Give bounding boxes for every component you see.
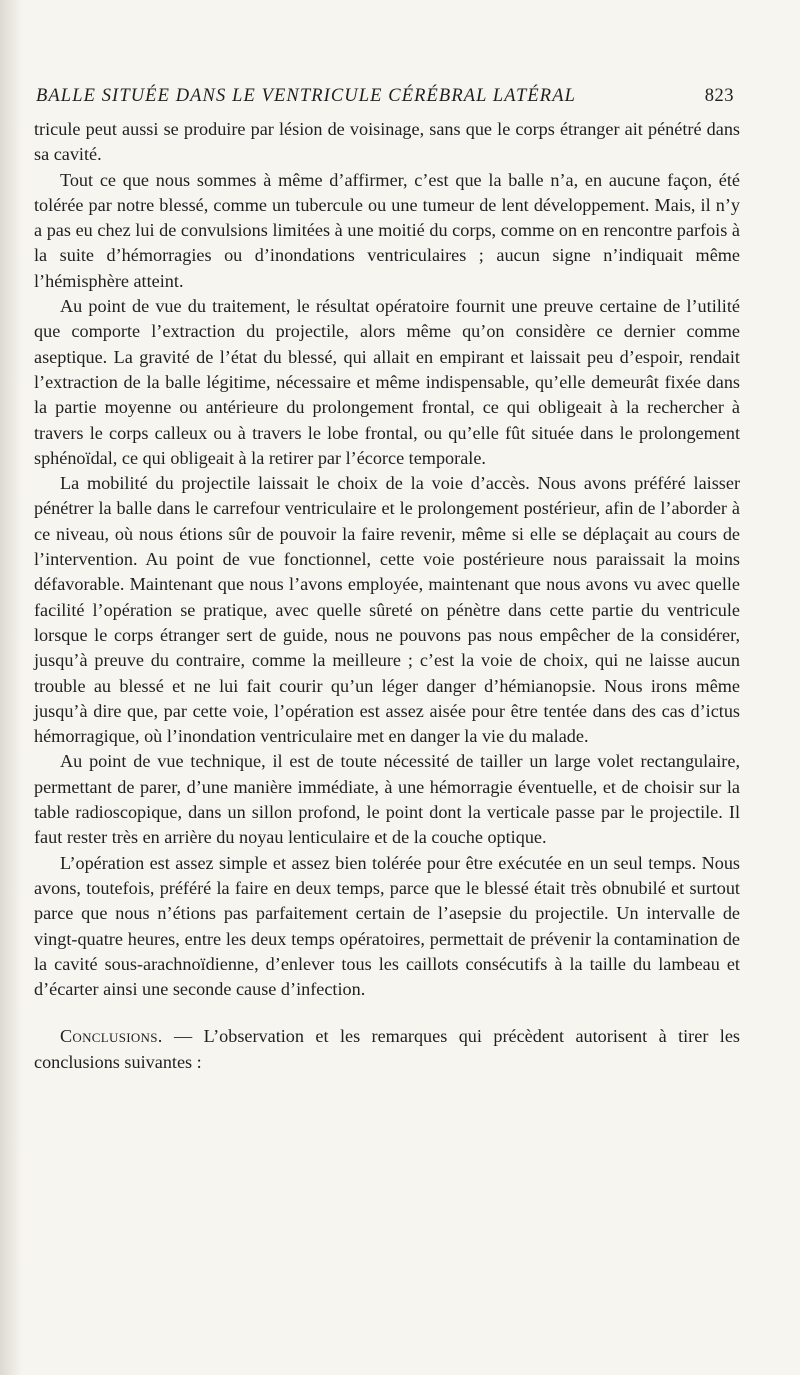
- paragraph-access-route: La mobilité du projectile laissait le choix de la voie d’accès. Nous avons préféré laisser pénétrer la balle dans le carrefour ventriculaire et le prolongement postérieur, afin de l’aborder à ce niveau, où nous étions sûr de pouvoir la faire revenir, même si elle se déplaçait au cours de l’intervention. Au point de vue fonctionnel, cette voie postérieure nous paraissait la moins défavorable. Maintenant que nous l’avons employée, maintenant que nous avons vu avec quelle facilité l’opération se pratique, avec quelle sûreté on pénètre dans cette partie du ventricule lorsque le corps étranger sert de guide, nous ne pouvons pas nous empêcher de la considérer, jusqu’à preuve du contraire, comme la meilleure ; c’est la voie de choix, qui ne laisse aucun trouble au blessé et ne lui fait courir qu’un léger danger d’hémianopsie. Nous irons même jusqu’à dire que, par cette voie, l’opération est assez aisée pour être tentée dans des cas d’ictus hémorragique, où l’inondation ventriculaire met en danger la vie du malade.: [34, 473, 740, 747]
- paragraph-operation-timing: L’opération est assez simple et assez bien tolérée pour être exécutée en un seul temps. Nous avons, toutefois, préféré la faire en deux temps, parce que le blessé était très obnubilé et surtout parce que nous n’étions pas parfaitement certain de l’asepsie du projectile. Un intervalle de vingt-quatre heures, entre les deux temps opératoires, permettait de prévenir la contamination de la cavité sous-arachnoïdienne, d’enlever tous les caillots consécutifs à la taille du lambeau et d’écarter ainsi une seconde cause d’infection.: [34, 852, 740, 1000]
- paragraph-tolerance: Tout ce que nous sommes à même d’affirmer, c’est que la balle n’a, en aucune façon, été tolérée par notre blessé, comme un tubercule ou une tumeur de lent développement. Mais, il n’y a pas eu chez lui de convulsions limitées à une moitié du corps, comme on en rencontre parfois à la suite d’hémorragies ou d’inondations ventriculaires ; aucun signe n’indiquait même l’hémisphère atteint.: [34, 169, 740, 291]
- page-number: 823: [704, 86, 734, 106]
- conclusions-label: Conclusions.: [60, 1026, 163, 1047]
- paragraph-treatment: Au point de vue du traitement, le résultat opératoire fournit une preuve certaine de l’utilité que comporte l’extraction du projectile, alors même qu’on considère ce dernier comme aseptique. La gravité de l’état du blessé, qui allait en empirant et laissait peu d’espoir, rendait l’extraction de la balle légitime, nécessaire et même indispensable, qu’elle demeurât fixée dans la partie moyenne ou antérieure du prolongement frontal, ce qui obligeait à la rechercher à travers le corps calleux ou à travers le lobe frontal, ou qu’elle fût située dans le prolongement sphénoïdal, ce qui obligeait à la retirer par l’écorce temporale.: [34, 296, 740, 468]
- conclusions-text: — L’observation et les remarques qui précèdent autorisent à tirer les conclusions suivantes :: [34, 1026, 740, 1072]
- paragraph-technique: Au point de vue technique, il est de toute nécessité de tailler un large volet rectangulaire, permettant de parer, d’une manière immédiate, à une hémorragie éventuelle, et de choisir sur la table radioscopique, dans un sillon profond, le point dont la verticale passe par le projectile. Il faut rester très en arrière du noyau lenticulaire et de la couche optique.: [34, 751, 740, 848]
- paragraph-continuation: tricule peut aussi se produire par lésion de voisinage, sans que le corps étranger ait pénétré dans sa cavité.: [34, 119, 740, 165]
- book-page: [34, 86, 740, 1093]
- running-head: [34, 86, 740, 107]
- conclusions-paragraph: [34, 1024, 740, 1075]
- page-gutter-shadow: [0, 0, 22, 1375]
- running-title: BALLE SITUÉE DANS LE VENTRICULE CÉRÉBRAL LATÉRAL: [36, 86, 576, 106]
- body-text: [34, 117, 740, 1002]
